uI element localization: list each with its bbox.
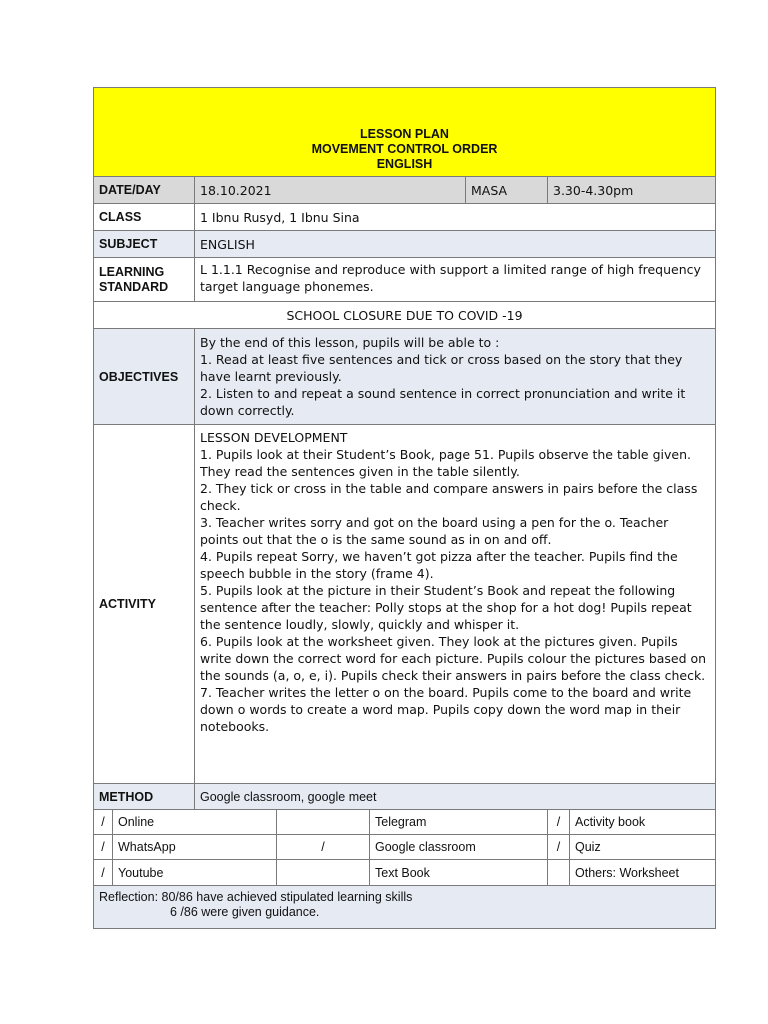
method-row (94, 784, 716, 810)
date-value: 18.10.2021 (195, 177, 466, 204)
header-subject: ENGLISH (376, 157, 433, 171)
subject-value: ENGLISH (195, 231, 716, 258)
objective-1: 1. Read at least five sentences and tick or cross based on the story that they have learnt previously. (200, 352, 683, 384)
activity-step-1: 1. Pupils look at their Student’s Book, page 51. Pupils observe the table given. They read the sentences given in the table silently. (200, 447, 691, 479)
learning-standard-label-line1: LEARNING (99, 264, 165, 279)
objectives-label: OBJECTIVES (94, 329, 195, 425)
activity-step-7: 7. Teacher writes the letter o on the board. Pupils come to the board and write down o words to create a word map. Pupils copy down the word map in their notebooks. (200, 685, 692, 734)
class-value: 1 Ibnu Rusyd, 1 Ibnu Sina (195, 204, 716, 231)
school-closure-notice: SCHOOL CLOSURE DUE TO COVID -19 (94, 302, 716, 329)
subject-label: SUBJECT (94, 231, 195, 258)
masa-value: 3.30-4.30pm (548, 177, 716, 204)
telegram-option: Telegram (370, 810, 548, 835)
header-row (94, 88, 716, 177)
media-row-3 (94, 860, 716, 886)
activity-label: ACTIVITY (94, 425, 195, 784)
masa-label: MASA (466, 177, 548, 204)
text-book-mark (277, 860, 370, 886)
online-option: Online (113, 810, 277, 835)
activity-book-option: Activity book (570, 810, 716, 835)
quiz-option: Quiz (570, 835, 716, 860)
objectives-row (94, 329, 716, 425)
activity-step-6: 6. Pupils look at the worksheet given. They look at the pictures given. Pupils write down the correct word for each picture. Pupils colour the pictures based on the sounds (a, o, e, i). Pupils check their answers in pairs before the class check. (200, 634, 707, 683)
class-row (94, 204, 716, 231)
activity-book-mark: / (548, 810, 570, 835)
whatsapp-mark: / (94, 835, 113, 860)
youtube-option: Youtube (113, 860, 277, 886)
activity-heading: LESSON DEVELOPMENT (200, 430, 348, 445)
google-classroom-option: Google classroom (370, 835, 548, 860)
closure-row (94, 302, 716, 329)
telegram-mark (277, 810, 370, 835)
reflection-row (94, 886, 716, 929)
method-label: METHOD (94, 784, 195, 810)
youtube-mark: / (94, 860, 113, 886)
objectives-value (195, 329, 716, 425)
lesson-plan-sheet (93, 87, 715, 929)
activity-value (195, 425, 716, 784)
class-label: CLASS (94, 204, 195, 231)
activity-row (94, 425, 716, 784)
method-value: Google classroom, google meet (195, 784, 716, 810)
learning-standard-row (94, 258, 716, 302)
objectives-intro: By the end of this lesson, pupils will be able to : (200, 335, 500, 350)
learning-standard-value: L 1.1.1 Recognise and reproduce with support a limited range of high frequency target language phonemes. (195, 258, 716, 302)
learning-standard-label-line2: STANDARD (99, 279, 169, 294)
activity-step-3: 3. Teacher writes sorry and got on the board using a pen for the o. Teacher points out that the o is the same sound as in on and off. (200, 515, 669, 547)
reflection-line-1: Reflection: 80/86 have achieved stipulated learning skills (99, 890, 413, 904)
media-row-2 (94, 835, 716, 860)
subject-row (94, 231, 716, 258)
date-row (94, 177, 716, 204)
header-subtitle: MOVEMENT CONTROL ORDER (311, 142, 498, 156)
others-mark (548, 860, 570, 886)
reflection (94, 886, 716, 929)
reflection-line-2: 6 /86 were given guidance. (170, 905, 320, 919)
whatsapp-option: WhatsApp (113, 835, 277, 860)
media-row-1 (94, 810, 716, 835)
others-option: Others: Worksheet (570, 860, 716, 886)
activity-step-5: 5. Pupils look at the picture in their Student’s Book and repeat the following sentence after the teacher: Polly stops at the shop for a hot dog! Pupils repeat the sentence loudly, slowly, quickly and whisper it. (200, 583, 692, 632)
activity-step-2: 2. They tick or cross in the table and compare answers in pairs before the class check. (200, 481, 698, 513)
text-book-option: Text Book (370, 860, 548, 886)
lesson-plan-header (94, 88, 716, 177)
header-title: LESSON PLAN (360, 127, 449, 141)
lesson-plan-table (93, 87, 716, 929)
online-mark: / (94, 810, 113, 835)
google-classroom-mark: / (277, 835, 370, 860)
activity-step-4: 4. Pupils repeat Sorry, we haven’t got pizza after the teacher. Pupils find the speech bubble in the story (frame 4). (200, 549, 678, 581)
quiz-mark: / (548, 835, 570, 860)
date-label: DATE/DAY (94, 177, 195, 204)
learning-standard-label (94, 258, 195, 302)
objective-2: 2. Listen to and repeat a sound sentence in correct pronunciation and write it down correctly. (200, 386, 686, 418)
